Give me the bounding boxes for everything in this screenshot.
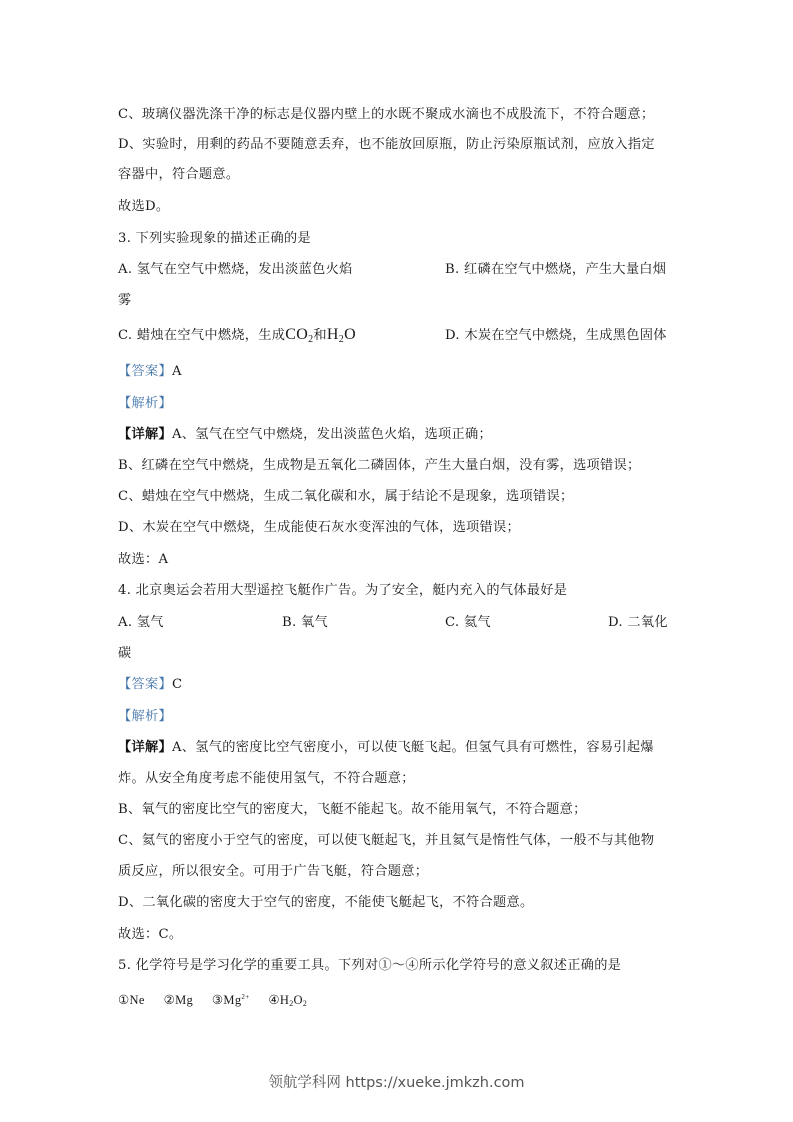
answer-value: C: [171, 677, 183, 692]
q4-option-b: B. 氧气: [282, 615, 328, 630]
q4-detail-c-line1: C、氦气的密度小于空气的密度，可以使飞艇起飞，并且氦气是惰性气体，一般不与其他物: [118, 833, 655, 848]
q3-option-c-mid: 和: [313, 328, 327, 343]
q4-stem: 4. 北京奥运会若用大型遥控飞艇作广告。为了安全，艇内充入的气体最好是: [118, 583, 568, 598]
q2-explanation-d-line1: D、实验时，用剩的药品不要随意丢弃，也不能放回原瓶，防止污染原瓶试剂，应放入指定: [118, 137, 655, 152]
symbol-4-o: O: [293, 993, 303, 1007]
q3-option-c-prefix: C. 蜡烛在空气中燃烧，生成: [118, 328, 286, 343]
formula-co2: [285, 326, 313, 343]
symbol-4-sub1: 2: [289, 999, 294, 1008]
q2-explanation-c: C、玻璃仪器洗涤干净的标志是仪器内壁上的水既不聚成水滴也不成股流下，不符合题意；: [118, 107, 655, 122]
q4-option-a: A. 氢气: [118, 615, 164, 630]
formula-co2-sub: 2: [308, 334, 314, 345]
q3-option-d: D. 木炭在空气中燃烧，生成黑色固体: [445, 328, 667, 343]
q4-option-c: C. 氦气: [445, 615, 491, 630]
q3-stem: 3. 下列实验现象的描述正确的是: [118, 231, 312, 246]
symbol-2: ②Mg: [163, 993, 194, 1007]
q4-analysis: [118, 708, 172, 726]
detail-label: 【详解】: [118, 427, 172, 442]
q3-option-a: A. 氢气在空气中燃烧，发出淡蓝色火焰: [118, 262, 353, 277]
q3-detail-b: B、红磷在空气中燃烧，生成物是五氧化二磷固体，产生大量白烟，没有雾，选项错误；: [118, 458, 641, 473]
symbol-4: [268, 993, 307, 1007]
symbol-1: ①Ne: [118, 993, 145, 1007]
q3-option-c: [118, 326, 356, 349]
q4-detail-c-line2: 质反应，所以很安全。可用于广告飞艇，符合题意；: [118, 864, 429, 879]
symbol-4-h: ④H: [268, 993, 290, 1007]
q3-detail-d: D、木炭在空气中燃烧，生成能使石灰水变浑浊的气体，选项错误；: [118, 520, 521, 535]
detail-text: A、氢气在空气中燃烧，发出淡蓝色火焰，选项正确；: [171, 427, 492, 442]
q4-option-d-line2: 碳: [118, 646, 132, 661]
answer-label: 【答案】: [118, 364, 172, 379]
formula-h2o: [327, 326, 356, 343]
q3-detail-a: [118, 426, 492, 444]
footer-watermark: 领航学科网 https://xueke.jmkzh.com: [268, 1075, 525, 1091]
q3-choice: 故选：A: [118, 552, 169, 567]
answer-value: A: [171, 364, 182, 379]
symbol-3-main: ③Mg: [211, 993, 242, 1007]
q2-choice: 故选D。: [118, 199, 170, 214]
q4-option-d-line1: D. 二氧化: [608, 615, 668, 630]
analysis-label: 【解析】: [118, 396, 172, 411]
q4-answer: [118, 676, 182, 694]
q3-option-b-line1: B. 红磷在空气中燃烧，产生大量白烟: [445, 262, 667, 277]
q2-explanation-d-line2: 容器中，符合题意。: [118, 167, 240, 182]
q4-detail-a-line1: [118, 739, 654, 757]
answer-label: 【答案】: [118, 677, 172, 692]
q5-symbols: [118, 988, 307, 1013]
symbol-3-charge: 2+: [241, 993, 250, 1001]
q4-detail-b: B、氧气的密度比空气的密度大，飞艇不能起飞。故不能用氧气，不符合题意；: [118, 802, 587, 817]
formula-co2-main: CO: [285, 326, 309, 343]
q4-choice: 故选：C。: [118, 927, 183, 942]
symbol-3: [212, 993, 250, 1007]
formula-h2o-h: H: [326, 326, 339, 343]
analysis-label: 【解析】: [118, 709, 172, 724]
q5-stem: 5. 化学符号是学习化学的重要工具。下列对①～④所示化学符号的意义叙述正确的是: [118, 958, 622, 973]
q3-option-b-line2: 雾: [118, 293, 132, 308]
symbol-4-sub2: 2: [302, 999, 308, 1008]
q3-detail-c: C、蜡烛在空气中燃烧，生成二氧化碳和水，属于结论不是现象，选项错误；: [118, 489, 574, 504]
q3-answer: [118, 363, 182, 381]
detail-label: 【详解】: [118, 740, 172, 755]
q4-detail-a-line2: 炸。从安全角度考虑不能使用氢气，不符合题意；: [118, 771, 415, 786]
detail-text: A、氢气的密度比空气密度小，可以使飞艇飞起。但氢气具有可燃性，容易引起爆: [171, 740, 654, 755]
formula-h2o-o: O: [344, 326, 356, 343]
q3-analysis: [118, 395, 172, 413]
formula-h2o-sub: 2: [338, 334, 345, 345]
q4-detail-d: D、二氧化碳的密度大于空气的密度，不能使飞艇起飞，不符合题意。: [118, 895, 534, 910]
